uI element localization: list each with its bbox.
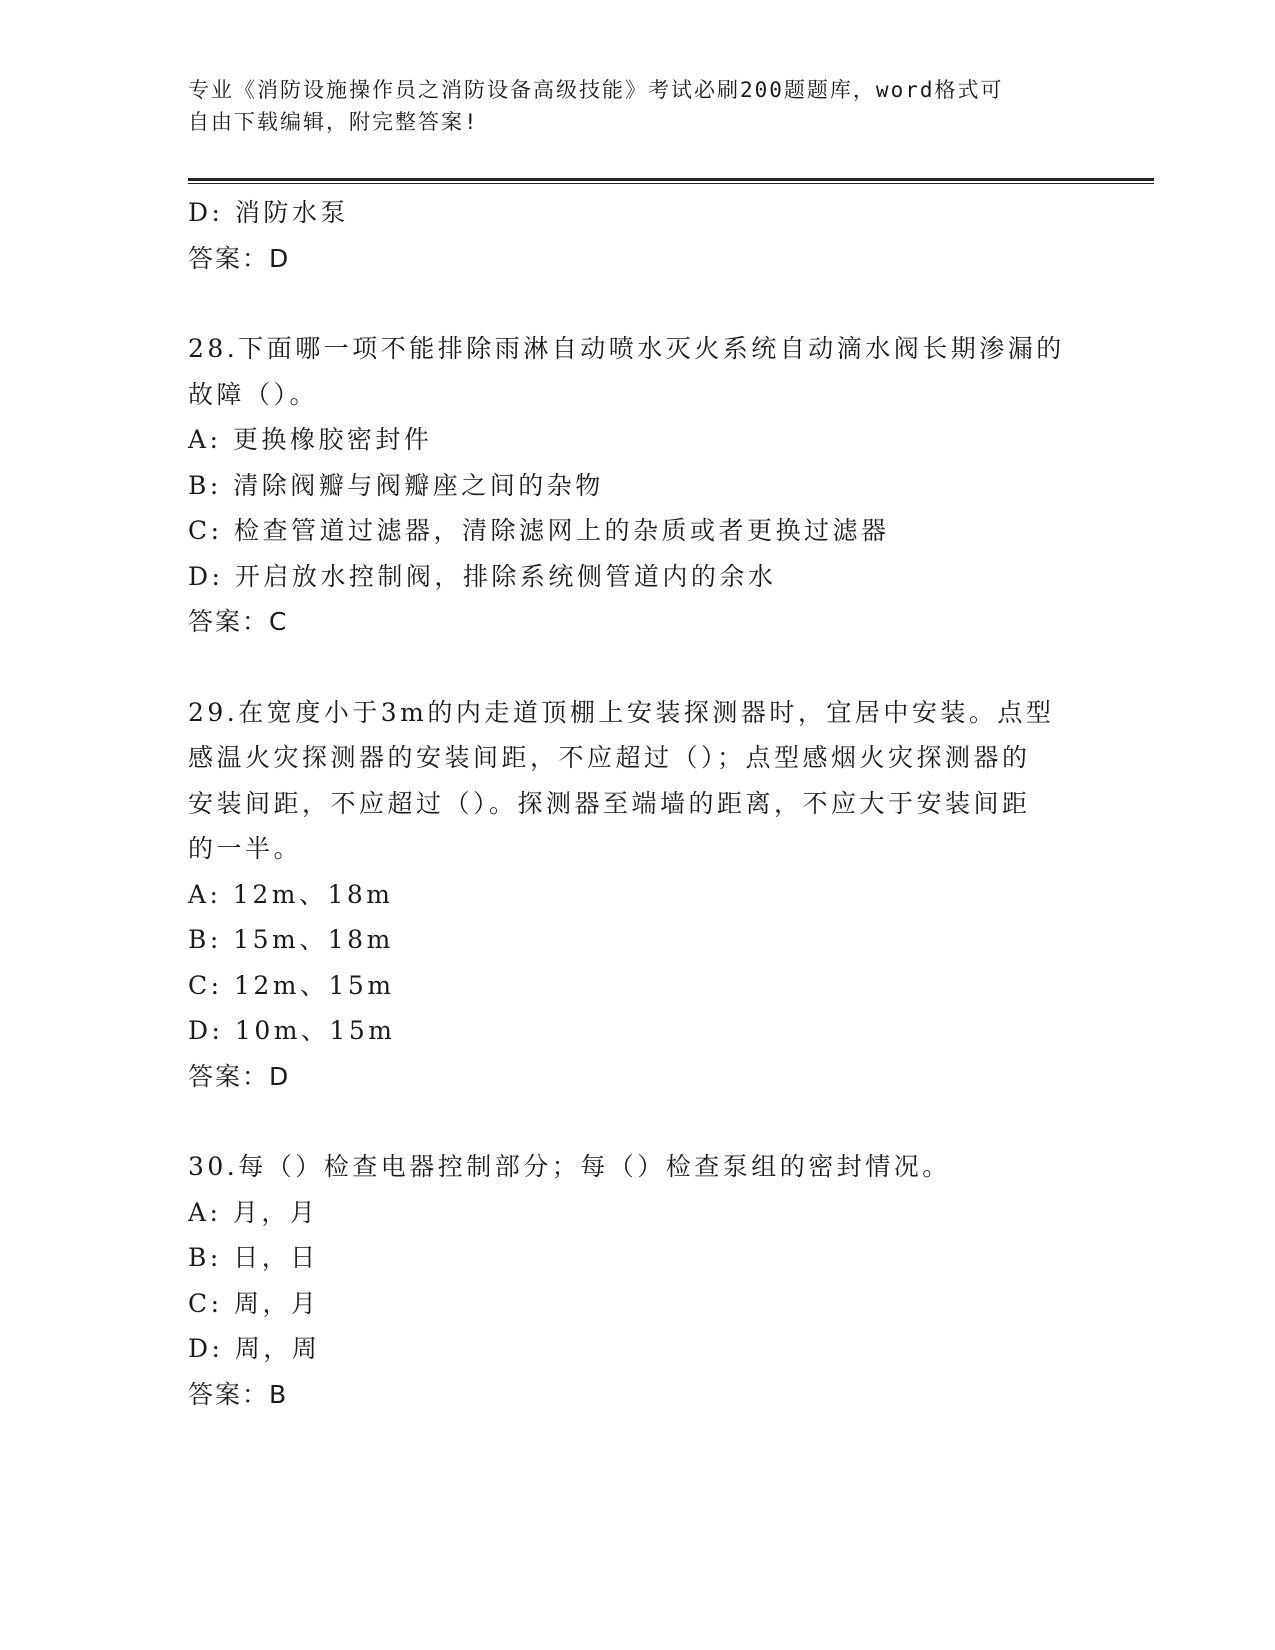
header-divider-thick	[188, 178, 1154, 181]
question-text	[188, 1144, 1068, 1190]
option-c: C: 检查管道过滤器，清除滤网上的杂质或者更换过滤器	[188, 516, 890, 545]
option-d: D: 消防水泵	[188, 198, 349, 227]
option-c: C: 12m、15m	[188, 970, 395, 1000]
option-a: A: 12m、18m	[188, 879, 394, 909]
question-text-line: 29.在宽度小于3m的内走道顶棚上安装探测器时，宜居中安装。点型	[188, 697, 1055, 727]
option-d: D: 10m、15m	[188, 1016, 396, 1045]
option-c: C: 周，月	[188, 1288, 320, 1318]
previous-question-tail	[188, 190, 1088, 281]
option-d: D: 开启放水控制阀，排除系统侧管道内的余水	[188, 561, 777, 591]
option-a: A: 更换橡胶密封件	[188, 425, 433, 454]
answer-line: 答案：D	[188, 243, 291, 273]
option-b: B: 15m、18m	[188, 925, 394, 954]
option-d: D: 周，周	[188, 1334, 321, 1363]
header-line-2: 自由下载编辑，附完整答案!	[188, 110, 479, 134]
answer-line: 答案：C	[188, 607, 289, 636]
question-text	[188, 690, 1068, 872]
question-text-line: 28.下面哪一项不能排除雨淋自动喷水灭火系统自动滴水阀长期渗漏的	[188, 334, 1065, 363]
answer-line: 答案：D	[188, 1061, 291, 1091]
question-30	[188, 1144, 1088, 1417]
question-text	[188, 326, 1068, 417]
question-text-line: 30.每（）检查电器控制部分；每（）检查泵组的密封情况。	[188, 1152, 951, 1181]
question-text-line: 安装间距，不应超过（）。探测器至端墙的距离，不应大于安装间距	[188, 788, 1031, 818]
question-28	[188, 326, 1088, 645]
header-divider-thin	[188, 183, 1154, 184]
question-29	[188, 690, 1088, 1100]
option-b: B: 日，日	[188, 1243, 319, 1272]
option-a: A: 月，月	[188, 1197, 319, 1227]
answer-line: 答案：B	[188, 1379, 289, 1409]
document-body	[188, 190, 1088, 1417]
question-text-line: 故障（）。	[188, 379, 319, 409]
document-header	[188, 74, 1088, 138]
header-line-1: 专业《消防设施操作员之消防设备高级技能》考试必刷200题题库，word格式可	[188, 78, 1004, 102]
option-b: B: 清除阀瓣与阀瓣座之间的杂物	[188, 470, 604, 500]
question-text-line: 的一半。	[188, 834, 303, 863]
question-text-line: 感温火灾探测器的安装间距，不应超过（）；点型感烟火灾探测器的	[188, 743, 1031, 772]
